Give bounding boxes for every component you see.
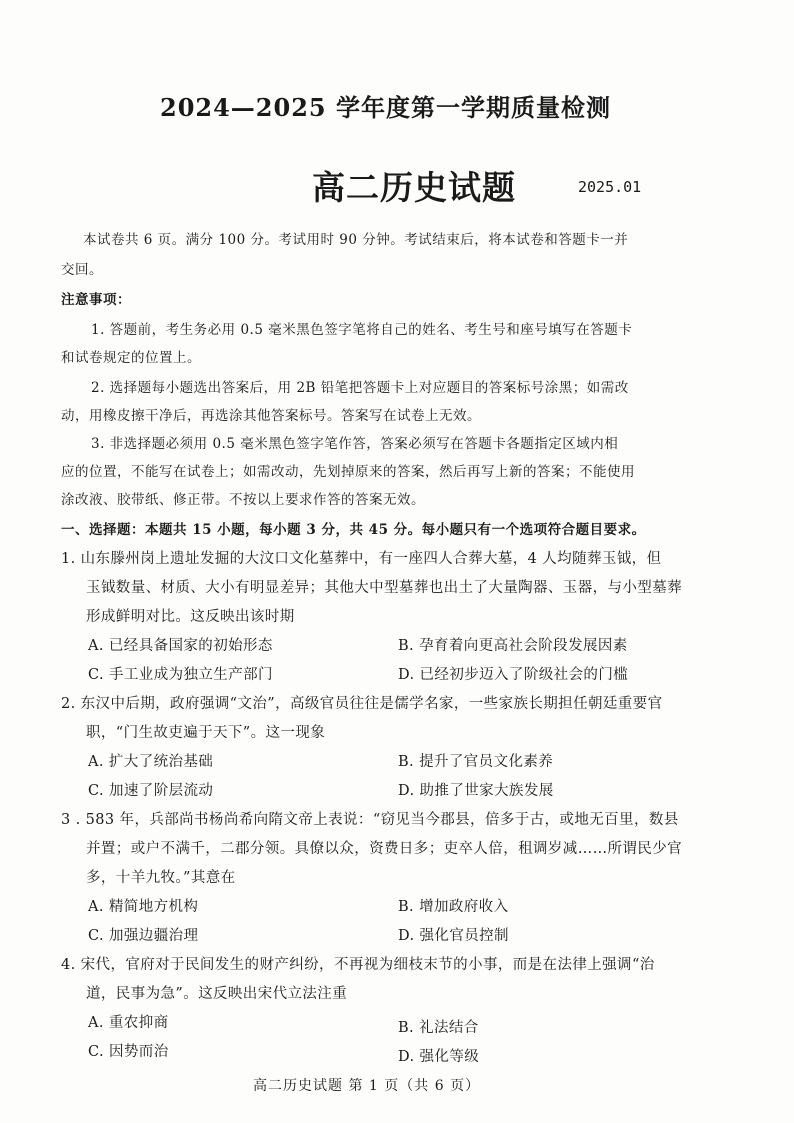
question-1-option-b: B. 孕育着向更高社会阶段发展因素 — [398, 638, 628, 654]
exam-title: 高二历史试题 — [312, 168, 516, 207]
note-3-line-1: 3. 非选择题必须用 0.5 毫米黑色签字笔作答，答案必须写在答题卡各题指定区域内相 — [91, 436, 619, 452]
question-4-option-d: D. 强化等级 — [398, 1049, 480, 1065]
page-footer: 高二历史试题 第 1 页（共 6 页） — [253, 1078, 481, 1094]
question-1-option-d: D. 已经初步迈入了阶级社会的门槛 — [398, 667, 629, 683]
question-3-option-a: A. 精简地方机构 — [88, 899, 199, 915]
question-2-line-2: 职，“门生故吏遍于天下”。这一现象 — [86, 725, 326, 741]
exam-date: 2025.01 — [578, 178, 642, 196]
question-4-option-a: A. 重农抑商 — [88, 1015, 169, 1031]
question-3-option-c: C. 加强边疆治理 — [88, 928, 199, 944]
note-1-line-2: 和试卷规定的位置上。 — [61, 350, 201, 366]
question-1-line-1: 1. 山东滕州岗上遗址发掘的大汶口文化墓葬中，有一座四人合葬大墓，4 人均随葬玉钺，但 — [61, 551, 662, 567]
question-2-option-b: B. 提升了官员文化素养 — [398, 754, 554, 770]
question-2-option-d: D. 助推了世家大族发展 — [398, 783, 554, 799]
exam-header-line: 2024—2025 学年度第一学期质量检测 — [160, 93, 611, 122]
intro-line-2: 交回。 — [61, 262, 103, 278]
note-1-line-1: 1. 答题前，考生务必用 0.5 毫米黑色签字笔将自己的姓名、考生号和座号填写在答题卡 — [91, 322, 633, 338]
note-3-line-2: 应的位置，不能写在试卷上；如需改动，先划掉原来的答案，然后再写上新的答案；不能使用 — [61, 464, 635, 480]
question-4-line-2: 道，民事为急”。这反映出宋代立法注重 — [86, 986, 348, 1002]
question-3-line-3: 多，十羊九牧。”其意在 — [86, 870, 236, 886]
question-3-line-1: 3 . 583 年，兵部尚书杨尚希向隋文帝上表说：“窃见当今郡县，倍多于古，或地无百里，数县 — [61, 812, 679, 828]
question-1-option-c: C. 手工业成为独立生产部门 — [88, 667, 273, 683]
question-1-line-3: 形成鲜明对比。这反映出该时期 — [86, 609, 295, 625]
note-2-line-1: 2. 选择题每小题选出答案后，用 2B 铅笔把答题卡上对应题目的答案标号涂黑；如需改 — [91, 380, 629, 396]
question-3-option-d: D. 强化官员控制 — [398, 928, 509, 944]
question-4-option-c: C. 因势而治 — [88, 1044, 169, 1060]
note-3-line-3: 涂改液、胶带纸、修正带。不按以上要求作答的答案无效。 — [61, 492, 425, 508]
question-1-line-2: 玉钺数量、材质、大小有明显差异；其他大中型墓葬也出土了大量陶器、玉器，与小型墓葬 — [86, 580, 682, 596]
question-1-option-a: A. 已经具备国家的初始形态 — [88, 638, 273, 654]
note-2-line-2: 动，用橡皮擦干净后，再选涂其他答案标号。答案写在试卷上无效。 — [61, 408, 481, 424]
question-4-option-b: B. 礼法结合 — [398, 1020, 479, 1036]
question-4-line-1: 4. 宋代，官府对于民间发生的财产纠纷，不再视为细枝末节的小事，而是在法律上强调“治 — [61, 957, 655, 973]
question-2-option-c: C. 加速了阶层流动 — [88, 783, 214, 799]
question-2-option-a: A. 扩大了统治基础 — [88, 754, 214, 770]
question-3-line-2: 并置；或户不满千，二郡分领。具僚以众，资费日多；吏卒人倍，租调岁减……所谓民少官 — [86, 841, 682, 857]
question-3-option-b: B. 增加政府收入 — [398, 899, 509, 915]
notes-heading: 注意事项： — [61, 292, 131, 308]
section-1-heading: 一、选择题：本题共 15 小题，每小题 3 分，共 45 分。每小题只有一个选项符合题目要求。 — [61, 522, 646, 538]
question-2-line-1: 2. 东汉中后期，政府强调“文治”，高级官员往往是儒学名家，一些家族长期担任朝廷重要官 — [61, 696, 663, 712]
intro-line-1: 本试卷共 6 页。满分 100 分。考试用时 90 分钟。考试结束后，将本试卷和答题卡一并 — [83, 232, 629, 248]
